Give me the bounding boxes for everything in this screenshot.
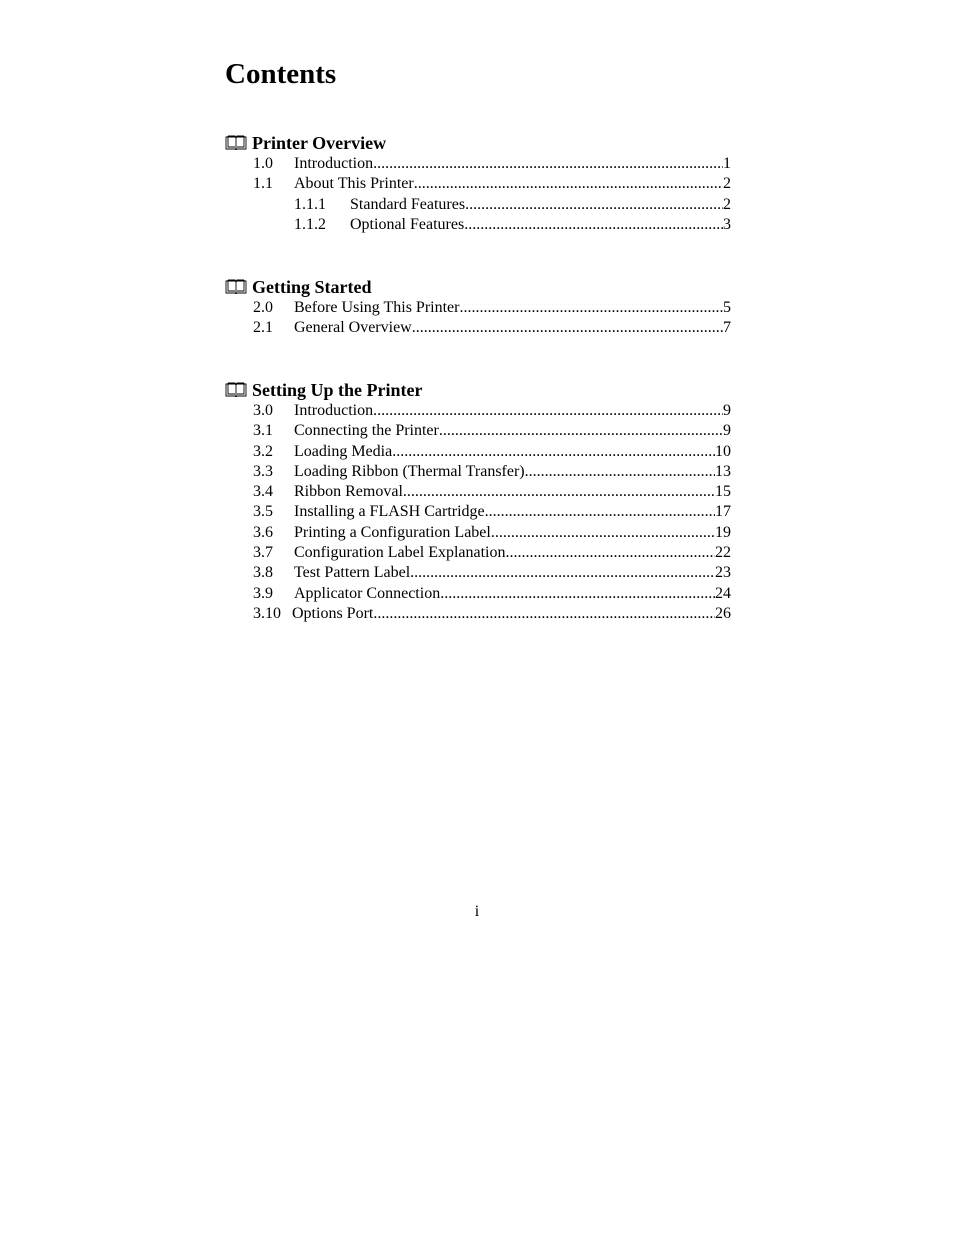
toc-entry[interactable]	[225, 543, 731, 563]
toc-entry[interactable]	[225, 523, 731, 543]
toc-entry[interactable]	[225, 604, 731, 624]
entry-page: 13	[715, 462, 731, 480]
entry-title: Ribbon Removal	[294, 483, 403, 501]
entry-number: 3.5	[253, 503, 273, 521]
entry-title: General Overview	[294, 319, 412, 337]
dot-leader	[464, 215, 723, 235]
entry-title: Loading Media	[294, 442, 393, 460]
dot-leader	[491, 523, 715, 543]
entry-number: 3.9	[253, 584, 273, 602]
page-number: i	[474, 903, 480, 920]
toc-entry[interactable]	[225, 442, 731, 462]
entry-title: Options Port	[292, 604, 374, 622]
entry-title: Standard Features	[350, 195, 466, 213]
toc-entry[interactable]	[225, 215, 731, 235]
entry-title: Test Pattern Label	[294, 564, 411, 582]
entry-page: 24	[715, 584, 731, 602]
toc-entry[interactable]	[225, 298, 731, 318]
toc-entry[interactable]	[225, 462, 731, 482]
book-icon	[225, 279, 247, 295]
entry-number: 3.4	[253, 483, 273, 501]
dot-leader	[465, 195, 723, 215]
entry-page: 1	[723, 155, 731, 172]
section-heading	[225, 276, 731, 298]
entry-title: Optional Features	[350, 215, 465, 233]
entry-number: 2.1	[253, 319, 273, 337]
entry-number: 3.8	[253, 564, 273, 582]
entry-number: 1.1.2	[294, 215, 326, 233]
page-title: Contents	[225, 58, 337, 90]
toc-entry[interactable]	[225, 421, 731, 441]
entry-page: 5	[723, 299, 731, 316]
section-heading	[225, 379, 731, 401]
entry-title: Before Using This Printer	[294, 299, 460, 316]
toc-entry[interactable]	[225, 154, 731, 174]
entry-page: 26	[715, 604, 731, 622]
entry-title: Introduction	[294, 402, 374, 419]
entry-page: 22	[715, 544, 731, 562]
toc-entry[interactable]	[225, 584, 731, 604]
entry-number: 1.0	[253, 155, 273, 172]
dot-leader	[392, 442, 715, 462]
toc-entry[interactable]	[225, 174, 731, 194]
book-icon	[225, 135, 247, 151]
entry-page: 10	[715, 442, 731, 460]
entry-number: 3.3	[253, 462, 273, 480]
dot-leader	[506, 543, 716, 563]
toc-entry[interactable]	[225, 563, 731, 583]
entry-number: 3.6	[253, 523, 273, 541]
toc-entry[interactable]	[225, 502, 731, 522]
dot-leader	[459, 298, 723, 318]
entry-title: Installing a FLASH Cartridge	[294, 503, 485, 521]
toc-section-setting-up-the-printer	[225, 379, 731, 624]
entry-number: 1.1	[253, 175, 273, 193]
toc-entry[interactable]	[225, 318, 731, 338]
entry-page: 2	[723, 195, 731, 213]
dot-leader	[440, 584, 715, 604]
section-title: Setting Up the Printer	[252, 380, 423, 400]
dot-leader	[525, 462, 715, 482]
entry-title: Loading Ribbon (Thermal Transfer)	[294, 462, 525, 480]
entry-number: 2.0	[253, 299, 273, 316]
toc-entry[interactable]	[225, 482, 731, 502]
dot-leader	[403, 482, 715, 502]
entry-page: 17	[715, 503, 731, 521]
entry-title: Connecting the Printer	[294, 422, 439, 440]
dot-leader	[373, 154, 723, 174]
entry-page: 23	[715, 564, 731, 582]
entry-title: Applicator Connection	[294, 584, 441, 602]
entry-title: Configuration Label Explanation	[294, 544, 506, 562]
entry-page: 2	[723, 175, 731, 193]
entry-number: 3.1	[253, 422, 273, 440]
entry-page: 7	[723, 319, 731, 337]
dot-leader	[373, 604, 715, 624]
section-title: Printer Overview	[252, 133, 387, 153]
toc-section-printer-overview	[225, 132, 731, 235]
entry-number: 3.2	[253, 442, 273, 460]
dot-leader	[412, 318, 723, 338]
entry-page: 9	[723, 422, 731, 440]
book-icon	[225, 382, 247, 398]
dot-leader	[485, 502, 715, 522]
entry-page: 19	[715, 523, 731, 541]
entry-title: Introduction	[294, 155, 374, 172]
dot-leader	[414, 174, 723, 194]
entry-number: 1.1.1	[294, 195, 326, 213]
entry-number: 3.10	[253, 604, 281, 622]
toc-section-getting-started	[225, 276, 731, 339]
entry-page: 15	[715, 483, 731, 501]
dot-leader	[373, 401, 723, 421]
toc-entry[interactable]	[225, 195, 731, 215]
entry-title: About This Printer	[294, 175, 414, 193]
toc-entry[interactable]	[225, 401, 731, 421]
entry-number: 3.7	[253, 544, 273, 562]
dot-leader	[410, 563, 715, 583]
section-title: Getting Started	[252, 277, 372, 297]
entry-title: Printing a Configuration Label	[294, 523, 491, 541]
entry-page: 3	[723, 215, 731, 233]
entry-number: 3.0	[253, 402, 273, 419]
entry-page: 9	[723, 402, 731, 419]
section-heading	[225, 132, 731, 154]
dot-leader	[439, 421, 723, 441]
